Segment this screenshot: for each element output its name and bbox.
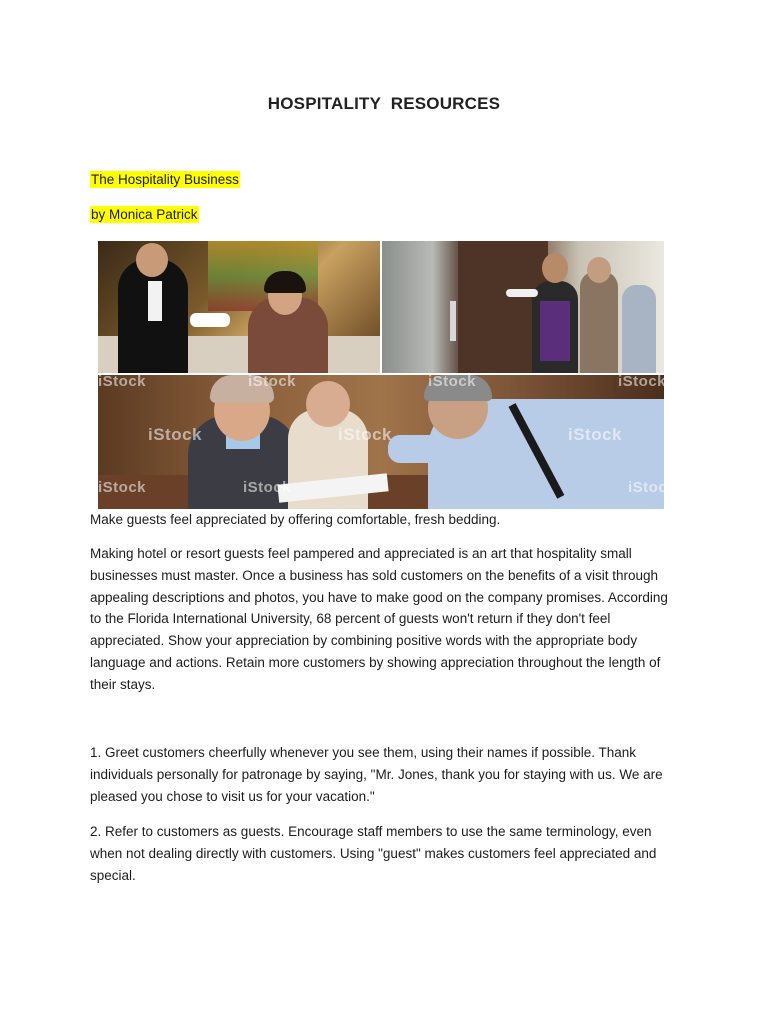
istock-watermark: iStock	[618, 373, 667, 390]
istock-watermark: iStock	[628, 479, 677, 496]
list-item: 2. Refer to customers as guests. Encourage staff members to use the same terminology, even when not dealing directly with customers. Using "guest" makes customers feel appreciated and special.	[90, 824, 657, 883]
article-heading: The Hospitality Business	[91, 172, 239, 187]
istock-watermark: iStock	[248, 373, 297, 390]
article-author: by Monica Patrick	[91, 207, 198, 222]
istock-watermark: iStock	[243, 479, 292, 496]
photo-waiter-serving	[98, 241, 380, 373]
photo-caption: Make guests feel appreciated by offering comfortable, fresh bedding.	[90, 512, 501, 527]
photo-doorman-entrance	[382, 241, 664, 373]
istock-watermark: iStock	[148, 425, 203, 444]
istock-watermark: iStock	[98, 479, 147, 496]
istock-watermark: iStock	[98, 373, 147, 390]
istock-watermark: iStock	[338, 425, 393, 444]
photo-collage	[98, 241, 677, 509]
intro-paragraph: Making hotel or resort guests feel pampered and appreciated is an art that hospitality small businesses must master. Once a business has sold customers on the benefits of a visit through appealing descriptions and photos, you have to make good on the company promises. According to the Florida International University, 68 percent of guests won't return if they don't feel appreciated. Show your appreciation by combining positive words with the appropriate body language and actions. Retain more customers by showing appreciation throughout the length of their stays.	[90, 546, 668, 692]
istock-watermark: iStock	[428, 373, 477, 390]
page-title: HOSPITALITY RESOURCES	[267, 94, 501, 113]
istock-watermark: iStock	[568, 425, 623, 444]
list-item: 1. Greet customers cheerfully whenever you see them, using their names if possible. Thank individuals personally for patronage by saying, "Mr. Jones, thank you for staying with us. We are pleased you chose to visit us for your vacation."	[90, 745, 663, 804]
